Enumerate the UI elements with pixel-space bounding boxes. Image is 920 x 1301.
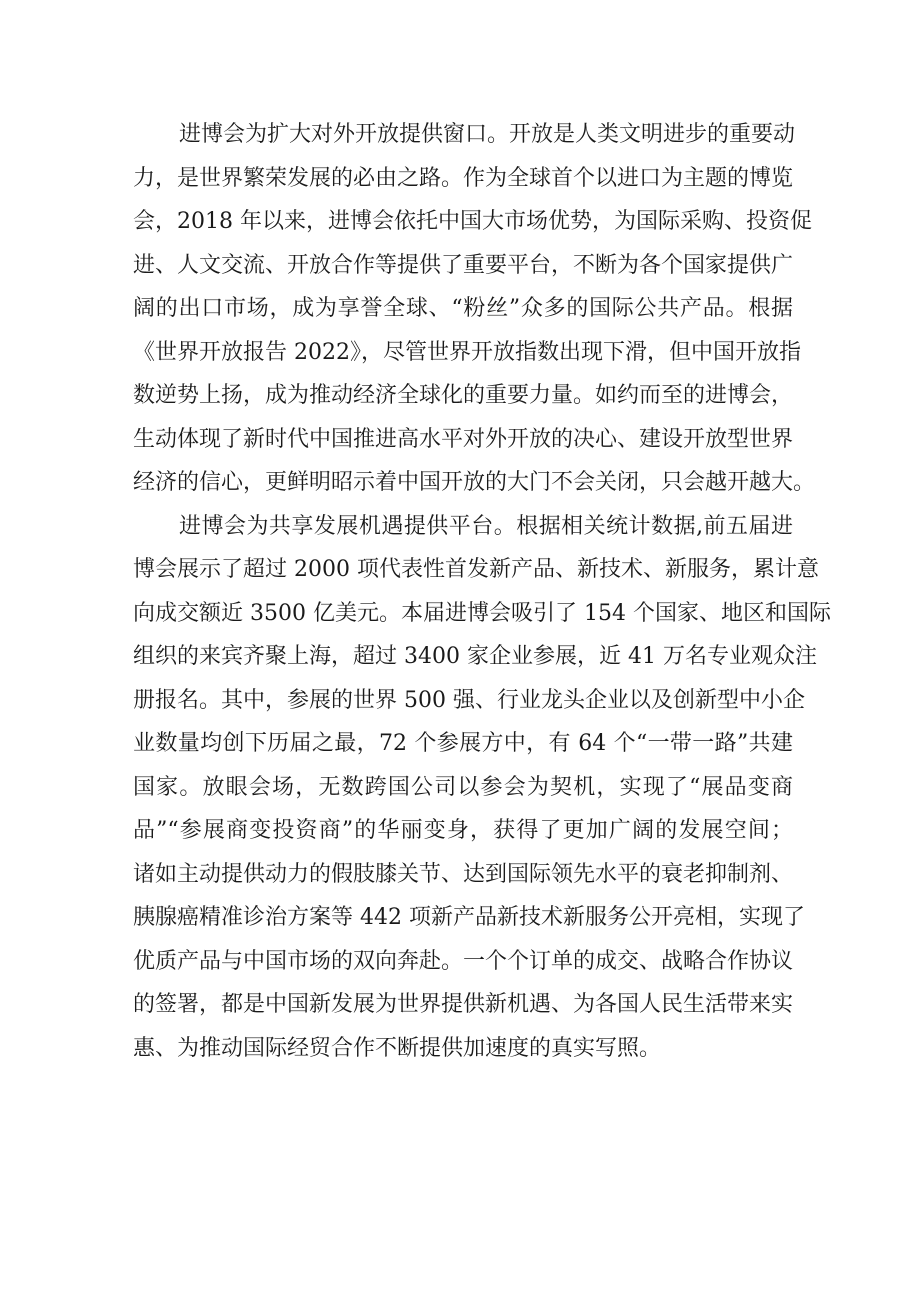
paragraph-2-line-5: 册报名。其中，参展的世界 500 强、行业龙头企业以及创新型中小企	[133, 687, 805, 713]
paragraph-1-line-3: 会，2018 年以来，进博会依托中国大市场优势，为国际采购、投资促	[133, 209, 812, 234]
paragraph-2-line-13: 惠、为推动国际经贸合作不断提供加速度的真实写照。	[133, 1035, 662, 1061]
document-body	[133, 113, 831, 1070]
paragraph-1-line-5: 阔的出口市场，成为享誉全球、“粉丝”众多的国际公共产品。根据	[133, 296, 793, 321]
paragraph-1-line-1: 进博会为扩大对外开放提供窗口。开放是人类文明进步的重要动	[179, 122, 796, 147]
paragraph-1-line-4: 进、人文交流、开放合作等提供了重要平台，不断为各个国家提供广	[133, 252, 794, 278]
paragraph-2-line-10: 胰腺癌精准诊治方案等 442 项新产品新技术新服务公开亮相，实现了	[133, 905, 805, 930]
paragraph-2-line-11: 优质产品与中国市场的双向奔赴。一个个订单的成交、战略合作协议	[133, 948, 794, 974]
paragraph-2-line-3: 向成交额近 3500 亿美元。本届进博会吸引了 154 个国家、地区和国际	[133, 600, 831, 626]
paragraph-2-line-12: 的签署，都是中国新发展为世界提供新机遇、为各国人民生活带来实	[133, 992, 794, 1017]
paragraph-2-line-9: 诸如主动提供动力的假肢膝关节、达到国际领先水平的衰老抑制剂、	[133, 861, 794, 887]
paragraph-2	[133, 505, 831, 1071]
paragraph-1-line-7: 数逆势上扬，成为推动经济全球化的重要力量。如约而至的进博会，	[133, 383, 794, 408]
paragraph-1	[133, 113, 816, 505]
paragraph-2-line-1: 进博会为共享发展机遇提供平台。根据相关统计数据,前五届进	[179, 513, 793, 539]
paragraph-1-line-2: 力，是世界繁荣发展的必由之路。作为全球首个以进口为主题的博览	[133, 165, 794, 191]
paragraph-2-line-7: 国家。放眼会场，无数跨国公司以参会为契机，实现了“展品变商	[133, 774, 793, 800]
paragraph-1-line-8: 生动体现了新时代中国推进高水平对外开放的决心、建设开放型世界	[133, 426, 794, 452]
paragraph-2-line-8: 品”“参展商变投资商”的华丽变身，获得了更加广阔的发展空间；	[133, 818, 793, 843]
paragraph-2-line-6: 业数量均创下历届之最，72 个参展方中，有 64 个“一带一路”共建	[133, 731, 793, 756]
paragraph-2-line-4: 组织的来宾齐聚上海，超过 3400 家企业参展，近 41 万名专业观众注	[133, 644, 817, 669]
paragraph-1-line-6: 《世界开放报告 2022》，尽管世界开放指数出现下滑，但中国开放指	[133, 339, 801, 365]
paragraph-2-line-2: 博会展示了超过 2000 项代表性首发新产品、新技术、新服务，累计意	[133, 557, 819, 582]
paragraph-1-line-9: 经济的信心，更鲜明昭示着中国开放的大门不会关闭，只会越开越大。	[133, 470, 816, 495]
